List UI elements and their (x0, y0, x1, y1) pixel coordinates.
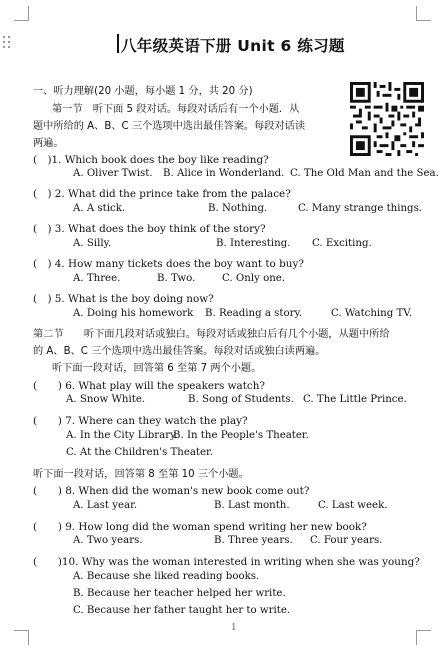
question-3-option-c: C. Exciting. (312, 238, 372, 249)
text-cursor (117, 34, 119, 53)
question-3-option-a: A. Silly. (73, 238, 112, 249)
crop-mark-bottom-right (416, 630, 431, 645)
dialog-intro-8-10: 听下面一段对话，回答第 8 至第 10 三个小题。 (33, 469, 249, 480)
crop-mark-top-right (416, 6, 431, 21)
question-stem-7: ( ) 7. Where can they watch the play? (33, 415, 248, 427)
question-stem-4: ( ) 4. How many tickets does the boy want to buy? (33, 258, 304, 270)
question-stem-10: ( )10. Why was the woman interested in writing when she was young? (33, 556, 420, 568)
question-7-option-c: C. At the Children's Theater. (66, 447, 214, 458)
question-stem-6: ( ) 6. What play will the speakers watch? (33, 380, 266, 392)
qr-code-image (350, 82, 424, 156)
question-stem-2: ( ) 2. What did the prince take from the palace? (33, 188, 291, 200)
question-2-option-a: A. A stick. (73, 203, 126, 214)
question-9-option-a: A. Two years. (73, 535, 143, 546)
question-9-option-c: C. Four years. (310, 535, 383, 546)
question-stem-9: ( ) 9. How long did the woman spend writing her new book? (33, 521, 367, 533)
part1-intro-line3: 两遍。 (33, 138, 64, 149)
page-number: 1 (231, 623, 237, 633)
question-1-option-c: C. The Old Man and the Sea. (290, 168, 439, 179)
question-8-option-a: A. Last year. (73, 500, 138, 511)
question-10-option-b: B. Because her teacher helped her write. (73, 588, 286, 599)
part2-intro-line2: 的 A、B、C 三个选项中选出最佳答案。每段对话或独白读两遍。 (33, 346, 326, 357)
drag-handle-icon[interactable] (3, 36, 11, 50)
question-1-option-b: B. Alice in Wonderland. (163, 168, 285, 179)
question-stem-1: ( )1. Which book does the boy like reading? (33, 154, 269, 166)
question-4-option-c: C. Only one. (222, 273, 286, 284)
question-3-option-b: B. Interesting. (216, 238, 291, 249)
document-title: 八年级英语下册 Unit 6 练习题 (121, 37, 345, 55)
question-6-option-c: C. The Little Prince. (303, 394, 407, 405)
dialog-intro-6-7: 听下面一段对话，回答第 6 至第 7 两个小题。 (52, 363, 262, 374)
section-heading: 一、听力理解(20 小题，每小题 1 分，共 20 分) (33, 86, 253, 97)
part1-intro-line1: 第一节 听下面 5 段对话。每段对话后有一个小题．从 (52, 104, 300, 115)
question-10-option-a: A. Because she liked reading books. (73, 571, 260, 582)
question-5-option-c: C. Watching TV. (331, 308, 413, 319)
question-7-option-a: A. In the City Library. (66, 430, 178, 441)
question-6-option-b: B. Song of Students. (188, 394, 294, 405)
question-stem-8: ( ) 8. When did the woman's new book come out? (33, 485, 310, 497)
question-4-option-b: B. Two. (157, 273, 196, 284)
question-2-option-c: C. Many strange things. (298, 203, 423, 214)
crop-mark-top-left (14, 6, 29, 21)
question-10-option-c: C. Because her father taught her to write. (73, 605, 291, 616)
part1-intro-line2: 题中所给的 A、B、C 三个选项中选出最佳答案。每段对话读 (33, 121, 306, 132)
crop-mark-bottom-left (14, 630, 29, 645)
question-1-option-a: A. Oliver Twist. (73, 168, 153, 179)
question-9-option-b: B. Three years. (214, 535, 293, 546)
question-6-option-a: A. Snow White. (66, 394, 146, 405)
question-8-option-b: B. Last month. (214, 500, 290, 511)
question-5-option-b: B. Reading a story. (205, 308, 303, 319)
part2-intro-line1: 第二节 听下面几段对话或独白。每段对话或独白后有几个小题，从题中所给 (33, 329, 390, 340)
question-2-option-b: B. Nothing. (208, 203, 268, 214)
question-5-option-a: A. Doing his homework (73, 308, 194, 319)
question-stem-3: ( ) 3. What does the boy think of the story? (33, 223, 266, 235)
question-4-option-a: A. Three. (73, 273, 121, 284)
question-7-option-b: B. In the People's Theater. (173, 430, 309, 441)
question-8-option-c: C. Last week. (318, 500, 388, 511)
question-stem-5: ( ) 5. What is the boy doing now? (33, 293, 214, 305)
